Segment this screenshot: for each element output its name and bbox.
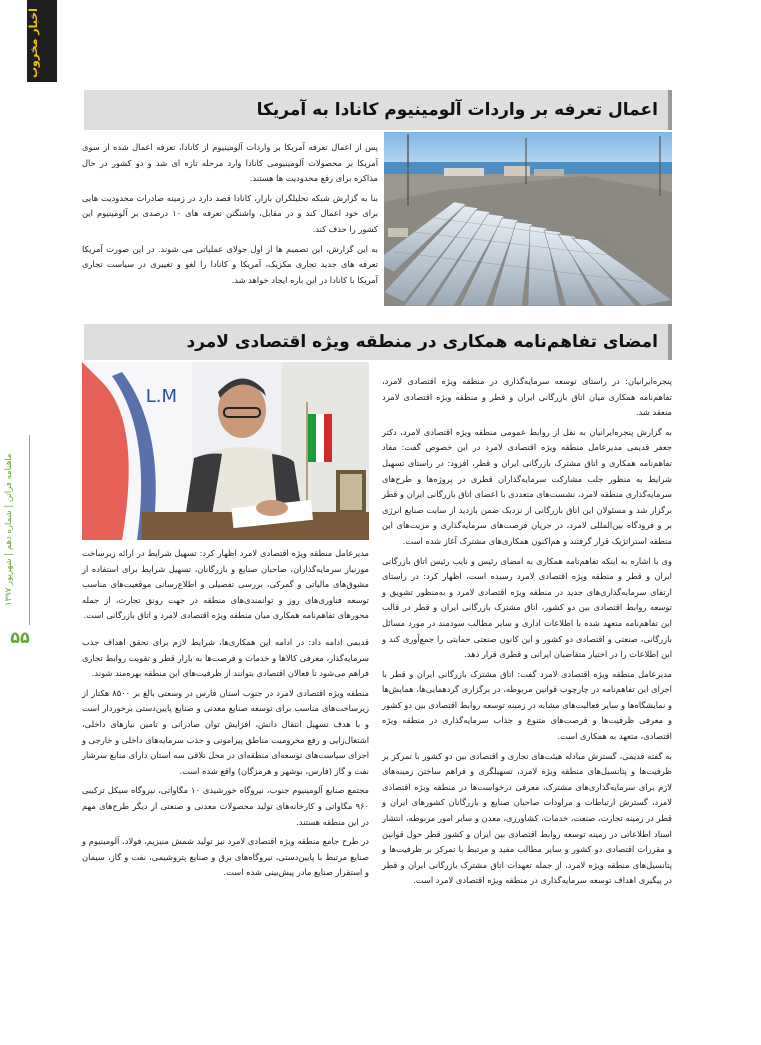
signing-ceremony-illustration — [82, 362, 369, 540]
article-2-left-paragraph: قدیمی ادامه داد: در ادامه این همکاری‌ها، شرایط لازم برای تحقق اهداف جذب سرمایه‌گذار، معرفی کالاها و خدمات و فرصت‌ها به بازار قطر و تقویت روابط تجاری فراهم می‌شود تا فعالان اقتصادی بتوانند از ظرفیت‌های این منطقه بهره‌مند شوند. — [82, 637, 369, 679]
article-2-right-paragraph: مدیرعامل منطقه ویژه اقتصادی لامرد گفت: اتاق مشترک بازرگانی ایران و قطر با اجرای این تفاهم‌نامه در چارچوب قوانین مربوطه، در برگزاری گردهمایی‌ها، همایش‌ها و نمایشگاه‌ها و سایر فعالیت‌های مشابه در زمینه توسعه روابط اقتصادی بین دو کشور و معرفی ظرفیت‌ها و فرصت‌های متنوع و جذاب سرمایه‌گذاری در منطقه ویژه اقتصادی، متعهد به همکاری است. — [382, 668, 672, 742]
article-2-right-column — [382, 374, 672, 893]
article-1-body — [82, 140, 378, 292]
article-2-caption — [82, 546, 369, 628]
article-2-right-paragraph: به گفته قدیمی، گسترش مبادله هیئت‌های تجاری و اقتصادی بین دو کشور با تمرکز بر ظرفیت‌ها و پتانسیل‌های منطقه ویژه لامرد، تسهیلگری و فراهم ساختن زمینه‌های لازم برای سرمایه‌گذاری‌های مشترک، معرفی درخواست‌ها در منطقه ویژه اقتصادی لامرد، گسترش ارتباطات و مراودات صاحبان صنایع و بازرگانان کشورهای ایران و قطر در زمینه تجارت، صنعت، خدمات، کشاورزی، معدن و سایر امور مربوطه، انتشار اسناد اطلاعاتی در زمینه توسعه روابط اقتصادی بین ایران و کشور قطر حول قوانین و مقررات اقتصادی دو کشور و سایر مطالب مفید و مرتبط با تمرکز بر ظرفیت‌ها و پتانسیل‌های منطقه ویژه لامرد، از جمله تعهدات اتاق مشترک بازرگانی ایران و قطر در پیگیری اهداف توسعه سرمایه‌گذاری در منطقه ویژه اقتصادی لامرد است. — [382, 750, 672, 886]
section-tab-label: اخبار مخروب — [27, 8, 40, 78]
article-1-paragraph: به این گزارش، این تصمیم ها از اول جولای عملیاتی می شوند. در این صورت آمریکا تعرفه های جدید تجاری مکزیک، آمریکا و کانادا را لغو و تغییری در سیاست تجاری آمریکا با کانادا در این باره ایجاد خواهد شد. — [82, 243, 378, 285]
article-2-right-paragraph: وی با اشاره به اینکه تفاهم‌نامه همکاری به امضای رئیس و نایب رئیس اتاق بازرگانی ایران و قطر و منطقه ویژه اقتصادی لامرد رسیده است، اظهار کرد: در راستای ارتقای سرمایه‌گذاری‌های جدید در منطقه ویژه اقتصادی لامرد و به‌منظور تشویق و توسعه روابط اقتصادی بین دو کشور، اتاق مشترک بازرگانی ایران و قطر در قالب این تفاهم‌نامه متعهد شده با اطلاعات اداری و سایر مطالب سودمند در مورد مسائل بازرگانی، صنعتی و اقتصادی دو کشور و این کانون صنعتی حمایتی را جمع‌آوری کند و این اطلاعات را در اختیار متقاضیان ایرانی و قطری قرار دهد. — [382, 555, 672, 660]
page-number: ۵۵ — [10, 628, 30, 647]
article-2-heading-bar — [84, 324, 672, 360]
article-2-left-paragraph: در طرح جامع منطقه ویژه اقتصادی لامرد نیز تولید شمش منیزیم، فولاد، آلومینیوم و صنایع مرتبط با پایین‌دستی، نیروگاه‌های برق و صنایع پتروشیمی، نفت و گاز، سیمان و استقرار صنایع مادر پیش‌بینی شده است. — [82, 836, 369, 878]
article-2-left-paragraph: منطقه ویژه اقتصادی لامرد در جنوب استان فارس در وسعتی بالغ بر ۸۵۰۰ هکتار از زیرساخت‌های مناسب برای توسعه صنایع معدنی و صنایع پایین‌دستی برخوردار است و با هدف تسهیل انتقال دانش، افزایش توان صادراتی و تامین نیازهای داخلی، اشتغال‌زایی و رفع محرومیت مناطق پیرامونی و جذب سرمایه‌های داخلی و خارجی و اجرای سیاست‌های توسعه‌ای منطقه‌ای در محل تلاقی سه استان دارای منابع سرشار نفت و گاز (فارس، بوشهر و هرمزگان) واقع شده است. — [82, 687, 369, 776]
aluminium-ingots-photo — [384, 132, 672, 306]
article-1-heading-bar — [84, 90, 672, 130]
article-2-left-column — [82, 635, 369, 885]
running-head — [0, 435, 30, 625]
article-2-left-paragraph: مجتمع صنایع آلومینیوم جنوب، نیروگاه خورشیدی ۱۰ مگاواتی، نیروگاه سیکل ترکیبی ۹۶۰ مگاواتی و کارخانه‌های تولید محصولات معدنی و صنعتی از دیگر طرح‌های مهم در این منطقه هستند. — [82, 785, 370, 827]
running-head-text: ماهنامه فراتن | شماره دهم | شهریور ۱۳۹۷ — [4, 453, 14, 607]
article-1-paragraph: بنا به گزارش شبکه تحلیلگران بازار، کانادا قصد دارد در زمینه صادرات محدودیت هایی برای خود اعمال کند و در مقابل، واشنگتن تعرفه های ۱۰ درصدی بر آلومینیوم این کشور را حذف کند. — [82, 192, 378, 234]
article-2-title: امضای تفاهم‌نامه همکاری در منطقه ویژه اقتصادی لامرد — [186, 332, 658, 352]
article-2-right-paragraph: پنجره‌ایرانیان: در راستای توسعه سرمایه‌گذاری در منطقه ویژه اقتصادی لامرد، تفاهم‌نامه همکاری میان اتاق بازرگانی ایران و قطر و منطقه ویژه اقتصادی لامرد منعقد شد. — [382, 376, 672, 418]
signing-ceremony-photo — [82, 362, 369, 540]
aluminium-ingots-illustration — [384, 132, 672, 306]
article-2-right-paragraph: به گزارش پنجره‌ایرانیان به نقل از روابط عمومی منطقه ویژه اقتصادی لامرد، دکتر جعفر قدیمی مدیرعامل منطقه ویژه اقتصادی لامرد در این خصوص گفت: مفاد تفاهم‌نامه همکاری و اتاق مشترک بازرگانی ایران و قطر، افزود: در راستای تسهیل شرایط به منظور جلب مشارکت سرمایه‌گذاران قطری در پروژه‌ها و طرح‌های سرمایه‌گذاری منطقه لامرد، نشست‌های متعددی با اعضای اتاق بازرگانی ایران و قطر برگزار شد و مسئولان این اتاق بازرگانی از نزدیک ضمن بازدید از سایت صنایع انرژی بر و فرودگاه بین‌المللی لامرد، در جریان فرصت‌های سرمایه‌گذاری و مزیت‌های این منطقه استراتژیک قرار گرفتند و هم‌اکنون همکاری‌های مشترک آغاز شده است. — [382, 426, 672, 546]
article-1-paragraph: پس از اعمال تعرفه آمریکا بر واردات آلومینیوم از کانادا، تعرفه اعمال شده از سوی آمریکا بر محصولات آلومینیومی کانادا وارد مرحله تازه ای شد و دو کشور در حال مذاکره برای رفع محدودیت ها هستند. — [82, 142, 378, 184]
section-tab — [27, 0, 57, 82]
article-1-title: اعمال تعرفه بر واردات آلومینیوم کانادا به آمریکا — [256, 100, 658, 120]
article-2-caption-text: مدیرعامل منطقه ویژه اقتصادی لامرد اظهار کرد: تسهیل شرایط در ارائه زیرساخت مورنیاز سرمایه‌گذاران، صاحبان صنایع و بازرگانان، تسهیل شرایط برای استفاده از مشوق‌های مالیاتی و گمرکی، بررسی تفصیلی و اطلاع‌رسانی موقعیت‌های مناسب توسعه فناوری‌های روز و توانمندی‌های منطقه در جهت رونق تجارت، از جمله محورهای تفاهم‌نامه همکاری میان منطقه ویژه اقتصادی لامرد و اتاق بازرگانی است. — [82, 548, 369, 621]
banner-lettering: L.M — [145, 386, 177, 407]
